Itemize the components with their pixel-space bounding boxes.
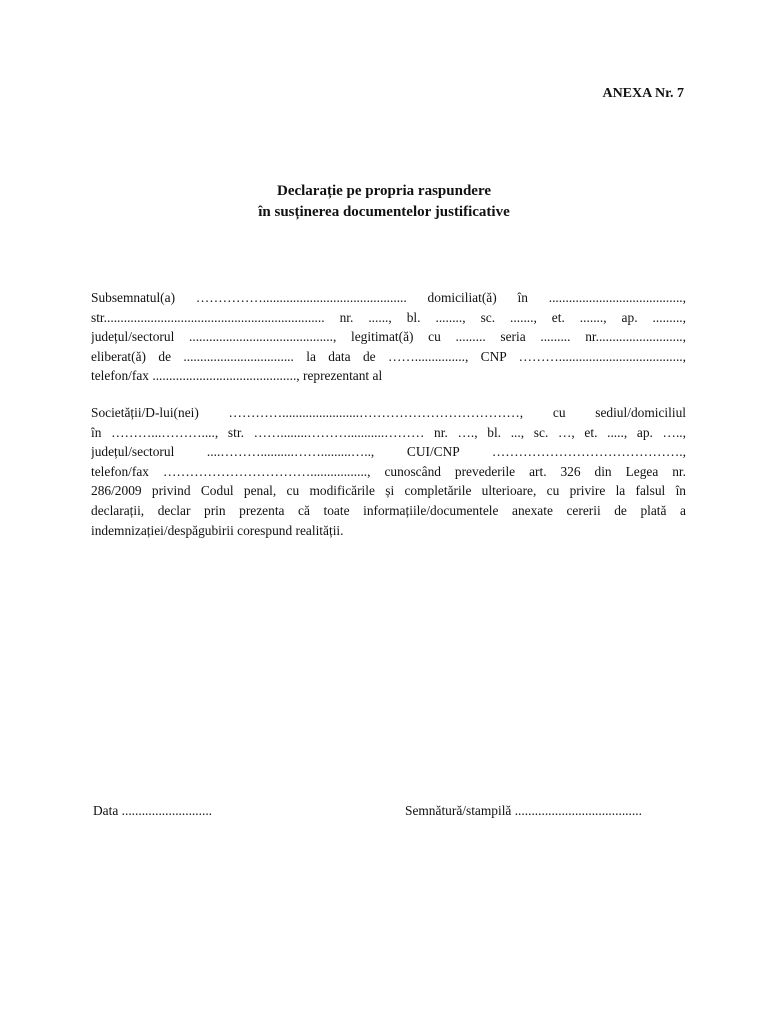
declarant-paragraph [91, 288, 686, 386]
annex-label: ANEXA Nr. 7 [602, 86, 684, 101]
paragraph-line: în ………...………...., str. ……........………...........……… nr. …., bl. ..., sc. …, et. ....., ap. ….., [91, 424, 686, 440]
paragraph-line: indemnizației/despăgubirii corespund realității. [91, 522, 344, 538]
paragraph-line: Societății/D-lui(nei) ………….......................………………………………, cu sediul/domiciliul [91, 405, 686, 420]
paragraph-line: telefon/fax ..........................................., reprezentant al [91, 368, 383, 384]
paragraph-line: declarații, declar prin prezenta că toate informațiile/documentele anexate cererii de plată a [91, 502, 686, 518]
title-line-2: în susținerea documentelor justificative [258, 204, 510, 220]
date-field: Data ........................... [93, 803, 213, 818]
title-line-1: Declarație pe propria raspundere [276, 183, 491, 199]
paragraph-line: județul/sectorul ....………..........…….........….., CUI/CNP ……………………………………., [91, 444, 686, 460]
document-title [0, 181, 768, 223]
signature-field: Semnătură/stampilă ...................................... [405, 803, 642, 818]
paragraph-line: telefon/fax ……………………………................., cunoscând prevederile art. 326 din Legea nr. [91, 463, 686, 479]
paragraph-line: județul/sectorul ..........................................., legitimat(ă) cu ......... seria ......... nr.........................., [91, 329, 686, 345]
paragraph-line: Subsemnatul(a) ……………........................................... domiciliat(ă) în ........................................, [91, 290, 686, 305]
company-paragraph [91, 403, 686, 540]
paragraph-line: str.................................................................. nr. ......, bl. ........, sc. ......., et. ......., ap. ........., [91, 309, 686, 325]
paragraph-line: 286/2009 privind Codul penal, cu modificările și completările ulterioare, cu privire la falsul în [91, 483, 686, 499]
paragraph-line: eliberat(ă) de ................................. la data de ……..............., CNP ………....................................., [91, 348, 686, 364]
